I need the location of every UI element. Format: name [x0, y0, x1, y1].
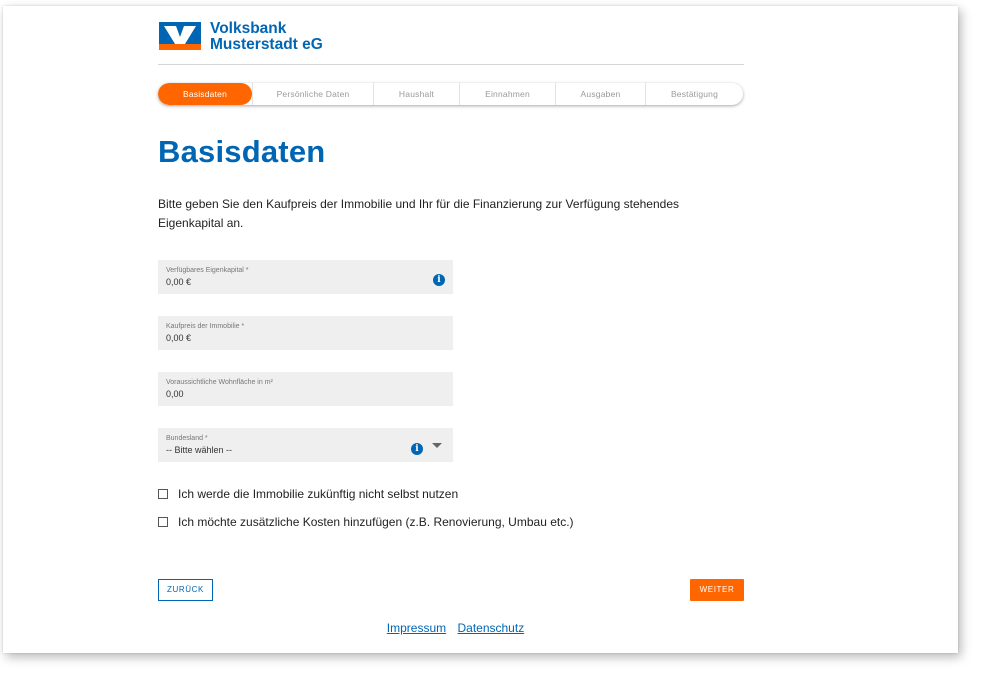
- datenschutz-link[interactable]: Datenschutz: [457, 621, 525, 635]
- eigenkapital-input[interactable]: 0,00 €: [166, 277, 192, 287]
- zusatzkosten-label[interactable]: Ich möchte zusätzliche Kosten hinzufügen (z.B. Renovierung, Umbau etc.): [178, 515, 574, 529]
- step-einnahmen[interactable]: Einnahmen: [459, 83, 555, 105]
- brand-name: [210, 21, 323, 53]
- brand-logo: [159, 21, 359, 57]
- selbst-nutzen-label[interactable]: Ich werde die Immobilie zukünftig nicht selbst nutzen: [178, 487, 459, 501]
- step-ausgaben[interactable]: Ausgaben: [555, 83, 645, 105]
- intro-text: Bitte geben Sie den Kaufpreis der Immobilie und Ihr für die Finanzierung zur Verfügung stehendes Eigenkapital an.: [158, 197, 679, 230]
- kaufpreis-input[interactable]: 0,00 €: [166, 333, 192, 343]
- selbst-nutzen-checkbox[interactable]: [158, 489, 168, 499]
- kaufpreis-field[interactable]: [158, 316, 453, 350]
- eigenkapital-label: Verfügbares Eigenkapital *: [166, 267, 249, 274]
- progress-stepper: [158, 83, 743, 105]
- step-haushalt[interactable]: Haushalt: [373, 83, 459, 105]
- brand-name-line1: Volksbank: [210, 20, 287, 37]
- bundesland-info-icon[interactable]: i: [411, 443, 423, 455]
- checkbox-row-selbst-nutzen[interactable]: [158, 486, 458, 502]
- wohnflaeche-field[interactable]: [158, 372, 453, 406]
- back-button[interactable]: ZURÜCK: [158, 579, 213, 601]
- checkbox-row-zusatzkosten[interactable]: [158, 514, 574, 530]
- eigenkapital-info-icon[interactable]: i: [433, 274, 445, 286]
- next-button[interactable]: WEITER: [690, 579, 744, 601]
- volksbank-logo-icon: [159, 22, 201, 50]
- footer-links: [158, 621, 753, 635]
- page-card: [3, 6, 958, 653]
- step-persoenliche-daten[interactable]: Persönliche Daten: [252, 83, 373, 105]
- header-divider: [158, 64, 744, 65]
- page-title: Basisdaten: [158, 134, 326, 169]
- step-basisdaten[interactable]: Basisdaten: [158, 83, 252, 105]
- zusatzkosten-checkbox[interactable]: [158, 517, 168, 527]
- bundesland-label: Bundesland *: [166, 435, 208, 442]
- bundesland-select[interactable]: [158, 428, 453, 462]
- bundesland-value[interactable]: -- Bitte wählen --: [166, 445, 233, 455]
- wohnflaeche-input[interactable]: 0,00: [166, 389, 184, 399]
- caret-down-icon[interactable]: [432, 443, 442, 448]
- kaufpreis-label: Kaufpreis der Immobilie *: [166, 323, 245, 330]
- wohnflaeche-label: Voraussichtliche Wohnfläche in m²: [166, 379, 273, 386]
- eigenkapital-field[interactable]: [158, 260, 453, 294]
- brand-name-line2: Musterstadt eG: [210, 36, 323, 53]
- step-bestaetigung[interactable]: Bestätigung: [645, 83, 743, 105]
- impressum-link[interactable]: Impressum: [386, 621, 447, 635]
